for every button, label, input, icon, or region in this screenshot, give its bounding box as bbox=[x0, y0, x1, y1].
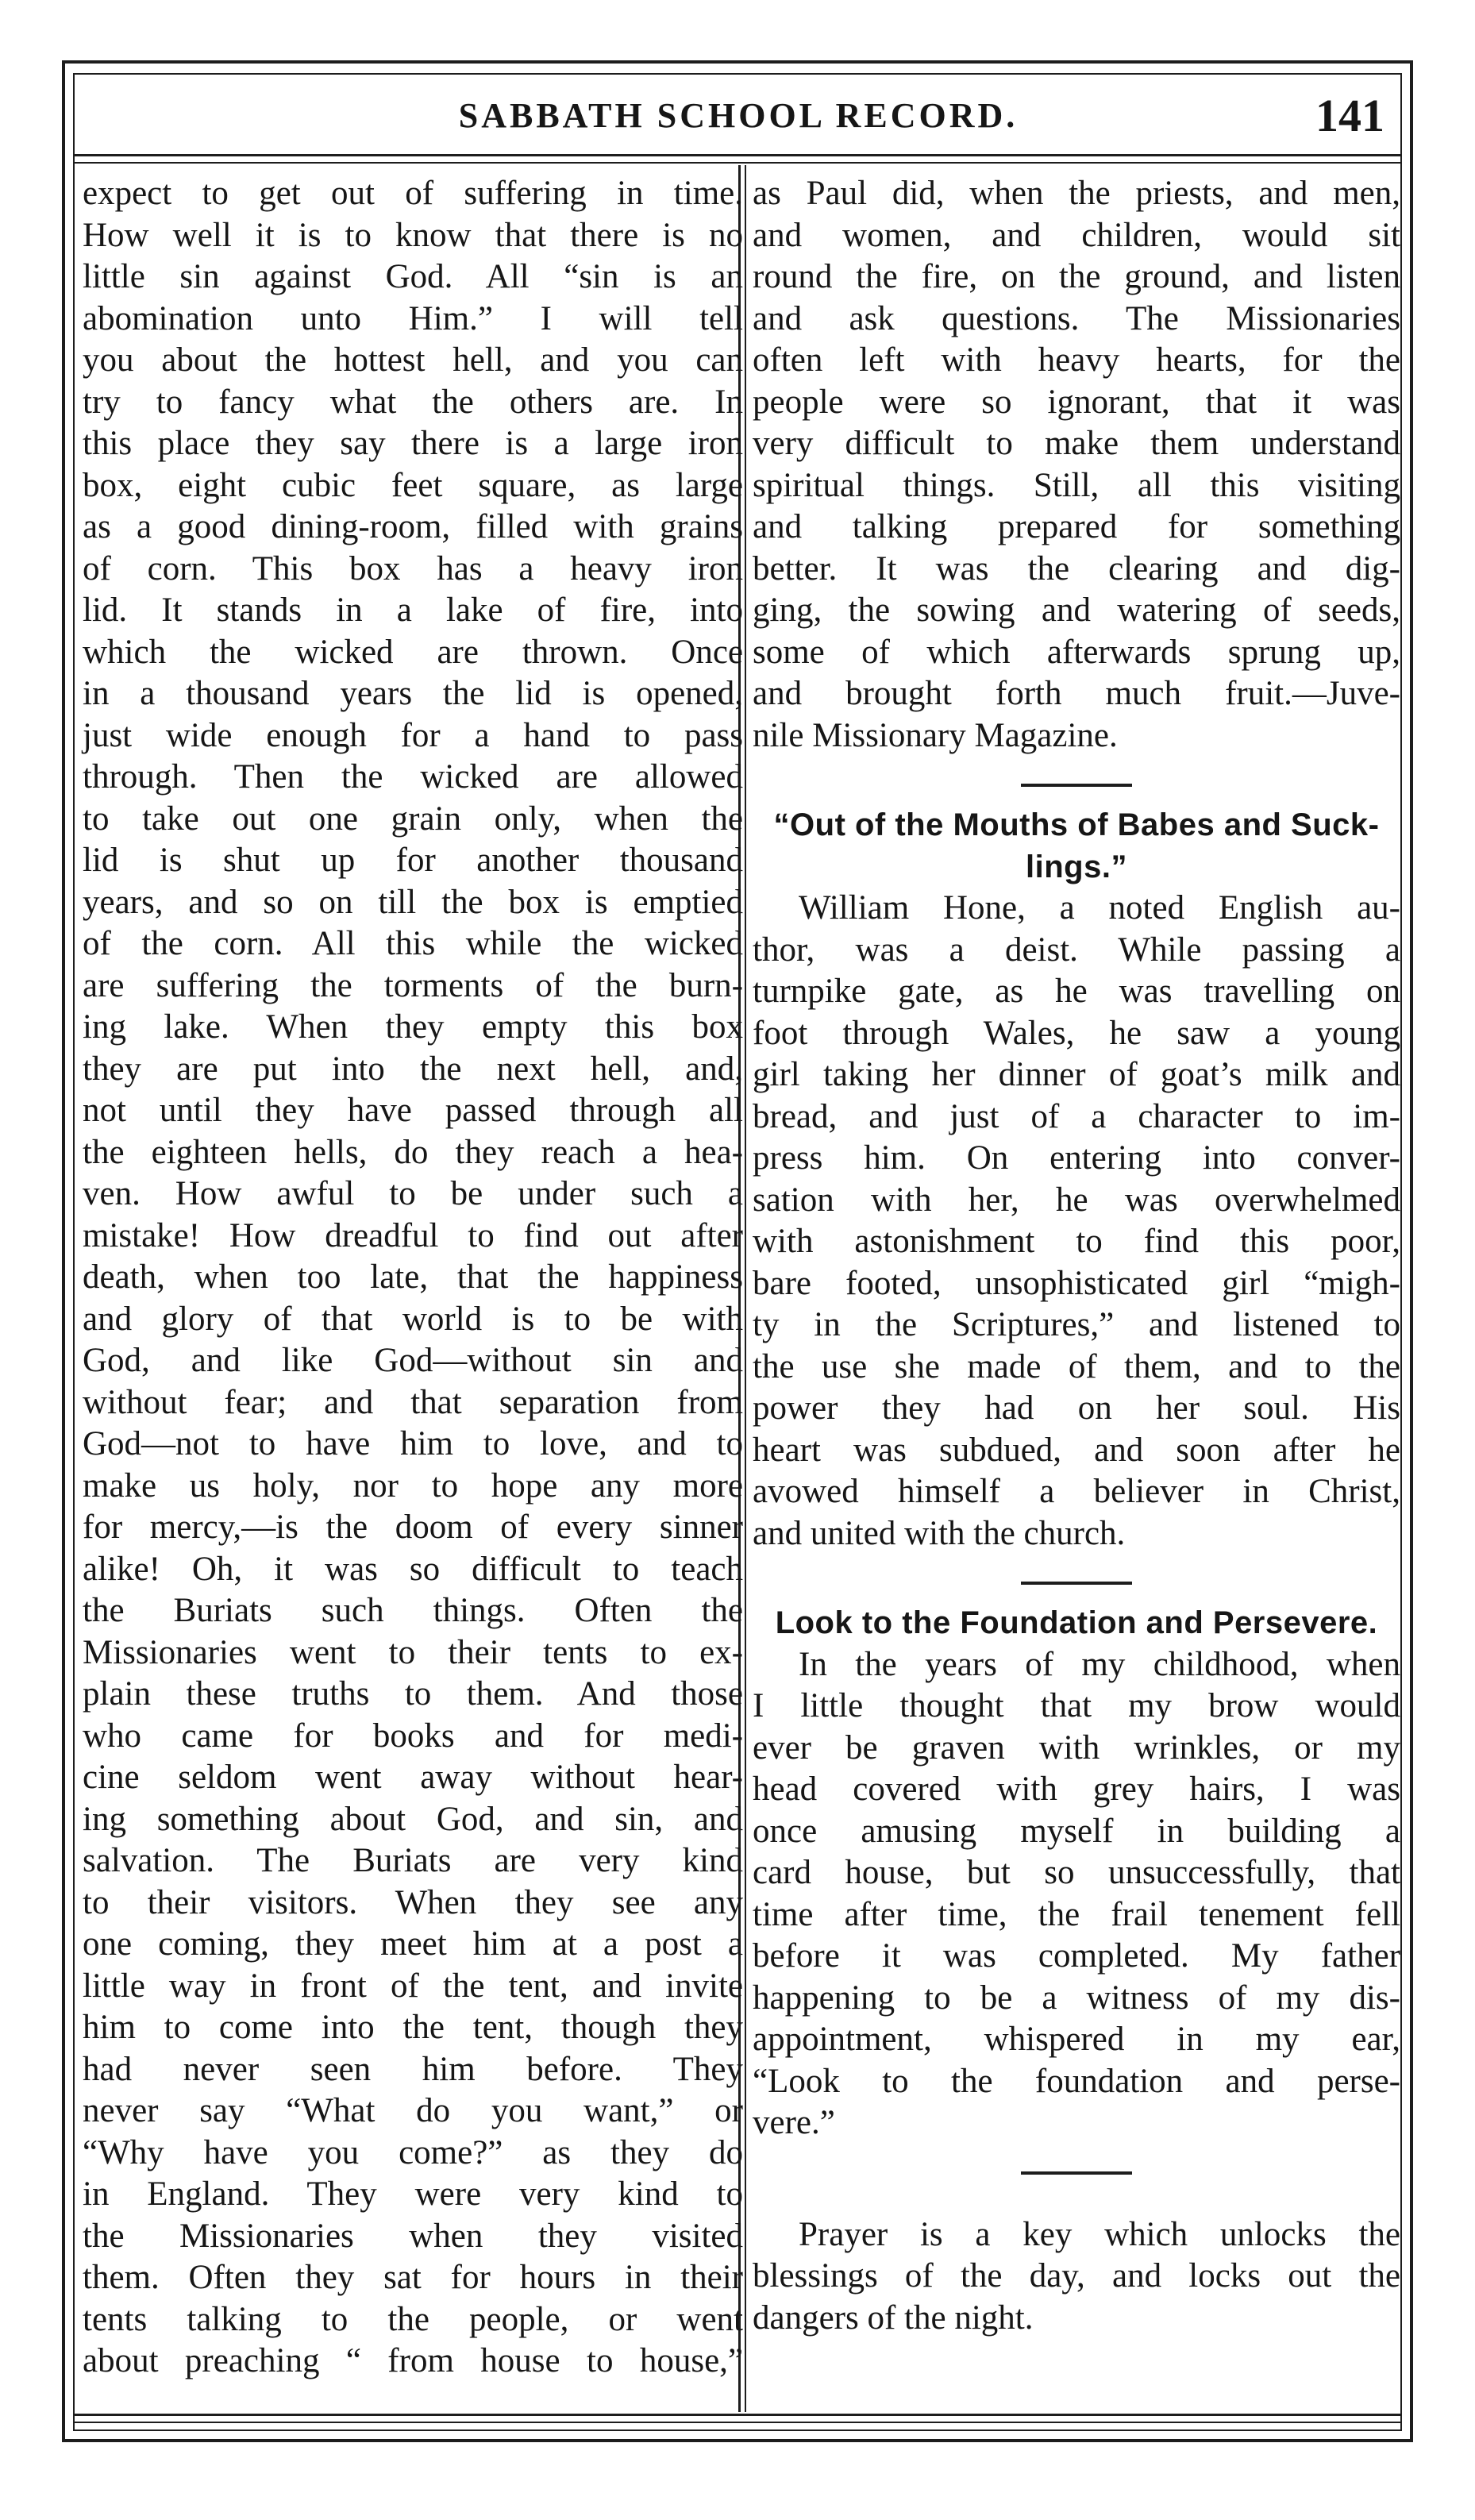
text-line: for mercy,—is the doom of every sinner bbox=[83, 1509, 743, 1546]
text-line: had never seen him before. They bbox=[83, 2050, 743, 2088]
text-line: girl taking her dinner of goat’s milk and bbox=[753, 1056, 1400, 1093]
text-line: make us holy, nor to hope any more bbox=[83, 1466, 743, 1505]
text-line: little sin against God. All “sin is an bbox=[83, 258, 743, 295]
text-line: alike! Oh, it was so difficult to teach bbox=[83, 1550, 743, 1588]
page-header bbox=[87, 83, 1389, 154]
text-line: abomination unto Him.” I will tell bbox=[83, 299, 743, 337]
text-line: How well it is to know that there is no bbox=[83, 216, 743, 254]
article-card-house bbox=[753, 1644, 1400, 2144]
right-column bbox=[753, 173, 1400, 2339]
text-line: thor, was a deist. While passing a bbox=[753, 931, 1400, 969]
text-line: years, and so on till the box is emptied bbox=[83, 883, 743, 921]
text-line: the use she made of them, and to the bbox=[753, 1347, 1400, 1385]
text-line: never say “What do you want,” or bbox=[83, 2092, 743, 2129]
text-line: ever be graven with wrinkles, or my bbox=[753, 1728, 1400, 1767]
text-line: the Buriats such things. Often the bbox=[83, 1592, 743, 1629]
text-line: once amusing myself in building a bbox=[753, 1812, 1400, 1850]
text-line: with astonishment to find this poor, bbox=[753, 1223, 1400, 1260]
text-line: plain these truths to them. And those bbox=[83, 1675, 743, 1713]
section-heading-babes bbox=[753, 804, 1400, 888]
text-line: blessings of the day, and locks out the bbox=[753, 2257, 1400, 2295]
text-line: you about the hottest hell, and you can bbox=[83, 341, 743, 379]
text-line: them. Often they sat for hours in their bbox=[83, 2259, 743, 2296]
text-line: in a thousand years the lid is opened, bbox=[83, 675, 743, 712]
text-line: lid is shut up for another thousand bbox=[83, 842, 743, 879]
text-line: who came for books and for medi- bbox=[83, 1717, 743, 1755]
text-line: some of which afterwards sprung up, bbox=[753, 633, 1400, 671]
article-continuation bbox=[753, 173, 1400, 757]
text-line: Missionaries went to their tents to ex- bbox=[83, 1633, 743, 1671]
text-line: “Why have you come?” as they do bbox=[83, 2133, 743, 2171]
text-line: in England. They were very kind to bbox=[83, 2175, 743, 2213]
heading-line: “Out of the Mouths of Babes and Suck- bbox=[773, 807, 1380, 842]
text-line: dangers of the night. bbox=[753, 2298, 1034, 2337]
header-rule bbox=[73, 154, 1402, 164]
heading-line: Look to the Foundation and Persevere. bbox=[775, 1605, 1378, 1640]
text-line: heart was subdued, and soon after he bbox=[753, 1431, 1400, 1469]
text-line: God—not to have him to love, and to bbox=[83, 1425, 743, 1462]
text-line: as a good dining-room, filled with grains bbox=[83, 508, 743, 545]
page-number: 141 bbox=[1315, 90, 1384, 141]
text-line: appointment, whispered in my ear, bbox=[753, 2021, 1400, 2058]
text-line: mistake! How dreadful to find out after bbox=[83, 1216, 743, 1254]
section-heading-foundation bbox=[753, 1602, 1400, 1644]
text-line: and talking prepared for something bbox=[753, 508, 1400, 545]
text-line: and women, and children, would sit bbox=[753, 216, 1400, 254]
section-divider bbox=[1021, 1582, 1132, 1585]
text-line: cine seldom went away without hear- bbox=[83, 1759, 743, 1796]
text-line: just wide enough for a hand to pass bbox=[83, 716, 743, 754]
text-line: Prayer is a key which unlocks the bbox=[799, 2215, 1400, 2253]
text-line: salvation. The Buriats are very kind bbox=[83, 1842, 743, 1879]
text-line: are suffering the torments of the burn- bbox=[83, 966, 743, 1004]
text-line: box, eight cubic feet square, as large bbox=[83, 466, 743, 504]
text-line: sation with her, he was overwhelmed bbox=[753, 1181, 1400, 1219]
text-line: not until they have passed through all bbox=[83, 1092, 743, 1129]
text-line: they are put into the next hell, and, bbox=[83, 1050, 743, 1088]
text-line: In the years of my childhood, when bbox=[799, 1645, 1400, 1683]
article-prayer bbox=[753, 2214, 1400, 2340]
text-line: vere.” bbox=[753, 2104, 835, 2141]
text-line: ing lake. When they empty this box bbox=[83, 1008, 743, 1046]
text-line: nile Missionary Magazine. bbox=[753, 716, 1118, 754]
text-line: William Hone, a noted English au- bbox=[799, 889, 1400, 927]
text-line: head covered with grey hairs, I was bbox=[753, 1771, 1400, 1808]
text-line: about preaching “ from house to house,” bbox=[83, 2342, 743, 2379]
article-william-hone bbox=[753, 888, 1400, 1555]
text-line: without fear; and that separation from bbox=[83, 1383, 743, 1421]
text-line: expect to get out of suffering in time. bbox=[83, 175, 743, 212]
heading-line: lings.” bbox=[1026, 849, 1127, 884]
text-line: people were so ignorant, that it was bbox=[753, 383, 1400, 421]
text-line: through. Then the wicked are allowed bbox=[83, 758, 743, 796]
text-line: before it was completed. My father bbox=[753, 1937, 1400, 1975]
text-line: turnpike gate, as he was travelling on bbox=[753, 973, 1400, 1010]
text-line: spiritual things. Still, all this visiting bbox=[753, 466, 1400, 504]
text-line: ging, the sowing and watering of seeds, bbox=[753, 591, 1400, 629]
text-line: press him. On entering into conver- bbox=[753, 1139, 1400, 1177]
text-line: very difficult to make them understand bbox=[753, 425, 1400, 462]
text-line: better. It was the clearing and dig- bbox=[753, 549, 1400, 588]
text-line: try to fancy what the others are. In bbox=[83, 383, 743, 421]
text-line: ty in the Scriptures,” and listened to bbox=[753, 1306, 1400, 1343]
left-column bbox=[83, 173, 743, 2383]
text-line: avowed himself a believer in Christ, bbox=[753, 1473, 1400, 1510]
text-line: I little thought that my brow would bbox=[753, 1687, 1400, 1724]
text-line: time after time, the frail tenement fell bbox=[753, 1895, 1400, 1933]
text-line: one coming, they meet him at a post a bbox=[83, 1925, 743, 1963]
text-line: little way in front of the tent, and invite bbox=[83, 1967, 743, 2005]
text-line: round the fire, on the ground, and listen bbox=[753, 258, 1400, 295]
text-line: ing something about God, and sin, and bbox=[83, 1800, 743, 1838]
text-line: happening to be a witness of my dis- bbox=[753, 1979, 1400, 2017]
section-divider bbox=[1021, 2171, 1132, 2175]
text-line: to their visitors. When they see any bbox=[83, 1883, 743, 1921]
text-line: often left with heavy hearts, for the bbox=[753, 341, 1400, 379]
text-line: the eighteen hells, do they reach a hea- bbox=[83, 1133, 743, 1171]
text-line: of the corn. All this while the wicked bbox=[83, 925, 743, 962]
running-title: SABBATH SCHOOL RECORD. bbox=[458, 96, 1019, 135]
text-line: as Paul did, when the priests, and men, bbox=[753, 175, 1400, 212]
text-line: “Look to the foundation and perse- bbox=[753, 2062, 1400, 2100]
text-line: this place they say there is a large iron bbox=[83, 425, 743, 462]
section-divider bbox=[1021, 784, 1132, 787]
footer-rule bbox=[73, 2414, 1402, 2423]
text-line: power they had on her soul. His bbox=[753, 1389, 1400, 1427]
text-line: and ask questions. The Missionaries bbox=[753, 299, 1400, 337]
text-line: God, and like God—without sin and bbox=[83, 1342, 743, 1379]
text-line: foot through Wales, he saw a young bbox=[753, 1014, 1400, 1052]
text-line: card house, but so unsuccessfully, that bbox=[753, 1854, 1400, 1891]
text-line: lid. It stands in a lake of fire, into bbox=[83, 591, 743, 629]
text-line: tents talking to the people, or went bbox=[83, 2300, 743, 2338]
text-line: of corn. This box has a heavy iron bbox=[83, 549, 743, 588]
text-line: bread, and just of a character to im- bbox=[753, 1097, 1400, 1135]
text-line: bare footed, unsophisticated girl “migh- bbox=[753, 1264, 1400, 1302]
text-line: which the wicked are thrown. Once bbox=[83, 633, 743, 671]
text-line: ven. How awful to be under such a bbox=[83, 1175, 743, 1212]
text-line: and united with the church. bbox=[753, 1514, 1126, 1552]
text-line: to take out one grain only, when the bbox=[83, 800, 743, 838]
text-line: death, when too late, that the happiness bbox=[83, 1258, 743, 1296]
text-line: him to come into the tent, though they bbox=[83, 2009, 743, 2046]
text-line: and brought forth much fruit.—Juve- bbox=[753, 675, 1400, 712]
text-line: and glory of that world is to be with bbox=[83, 1300, 743, 1338]
text-line: the Missionaries when they visited bbox=[83, 2217, 743, 2255]
